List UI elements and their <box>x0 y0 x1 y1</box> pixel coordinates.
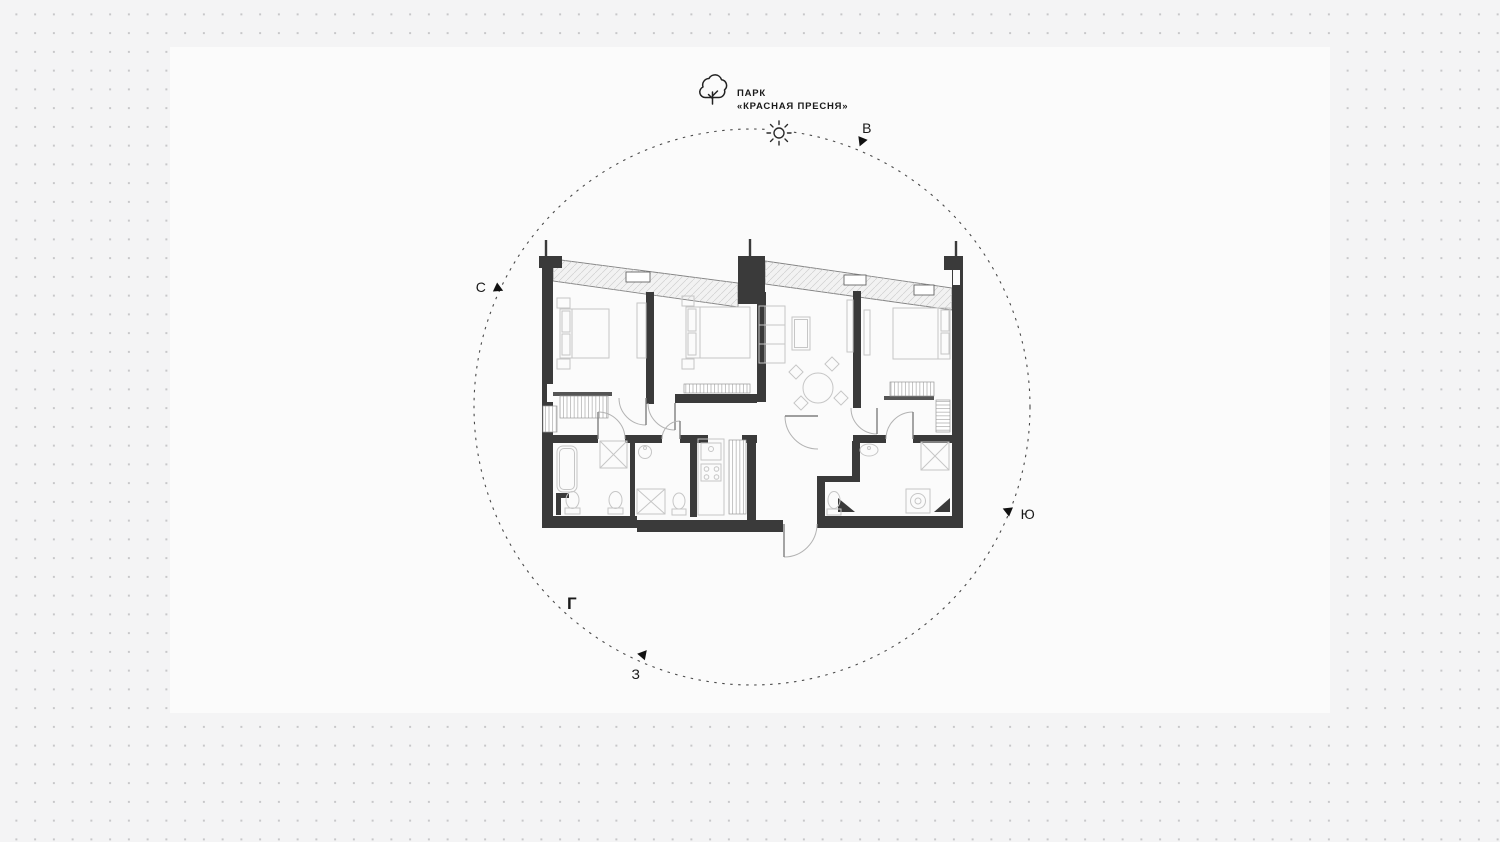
park-label-line1: ПАРК <box>737 88 767 99</box>
shower <box>600 441 627 468</box>
kitchen-counter <box>698 439 724 515</box>
floor-plan <box>539 239 963 557</box>
bedroom-3 <box>864 308 950 359</box>
chair <box>825 357 839 371</box>
facade-mullion <box>914 285 934 295</box>
dresser <box>637 303 646 358</box>
coffee-table-inner <box>795 320 808 348</box>
faucet <box>644 447 647 450</box>
axis-label: Г <box>567 594 577 613</box>
hall-closet <box>543 406 557 432</box>
washing-machine <box>906 489 930 513</box>
toilet <box>672 493 686 515</box>
pillow <box>941 310 949 331</box>
sink-drain <box>709 447 714 452</box>
door-entry-inner <box>785 416 818 449</box>
nightstand <box>557 298 570 308</box>
door-hall <box>851 408 877 434</box>
east-arrow-icon <box>855 136 868 148</box>
bathroom-2 <box>637 446 686 516</box>
toilet <box>565 492 580 515</box>
nightstand <box>682 359 694 369</box>
chair <box>794 396 808 410</box>
bathroom-1 <box>557 441 627 514</box>
east-label: В <box>862 120 872 136</box>
pillow <box>941 333 949 354</box>
dining-table <box>803 373 833 403</box>
faucet <box>868 447 871 450</box>
kitchen <box>698 439 724 515</box>
pillow <box>562 311 570 332</box>
south-label: Ю <box>1020 506 1036 522</box>
bedroom-2 <box>682 296 750 369</box>
interior-walls <box>553 291 952 521</box>
pillow <box>562 334 570 355</box>
pillow <box>688 309 696 331</box>
shower <box>637 489 665 514</box>
dresser <box>864 310 870 355</box>
wardrobe-bedroom1 <box>560 396 608 418</box>
door-bedroom2 <box>648 403 675 430</box>
park-label-line2: «КРАСНАЯ ПРЕСНЯ» <box>737 101 849 112</box>
direction-north <box>476 279 506 295</box>
tree-icon <box>700 75 727 104</box>
park-label <box>700 75 849 112</box>
west-arrow-icon <box>637 647 650 660</box>
bidet <box>608 492 623 515</box>
chair <box>789 365 803 379</box>
west-label: З <box>631 666 641 682</box>
chair <box>834 391 848 405</box>
facade-mullion <box>626 272 650 282</box>
kitchen-tall-units <box>729 440 746 514</box>
door-bathroom3 <box>886 412 913 439</box>
washbasin <box>639 446 652 459</box>
facade-mullion <box>844 275 866 285</box>
wardrobe-bedroom3 <box>890 382 934 396</box>
wardrobe-bedroom2 <box>684 384 750 393</box>
facade-posts <box>546 239 956 258</box>
direction-east <box>855 120 872 148</box>
bedroom-1 <box>557 298 646 369</box>
living-room <box>759 300 853 410</box>
direction-west <box>632 647 651 682</box>
pillow <box>688 333 696 355</box>
bathtub-inner <box>560 449 575 490</box>
nightstand <box>557 359 570 369</box>
shower <box>921 442 949 470</box>
south-arrow-icon <box>1001 504 1013 517</box>
door-entrance <box>784 524 817 557</box>
north-label: С <box>475 279 487 295</box>
north-arrow-icon <box>493 282 505 295</box>
tv-console <box>847 300 853 352</box>
door-bedroom1 <box>619 398 646 425</box>
wardrobe-bedroom3-side <box>936 400 950 432</box>
direction-south <box>1001 504 1036 522</box>
